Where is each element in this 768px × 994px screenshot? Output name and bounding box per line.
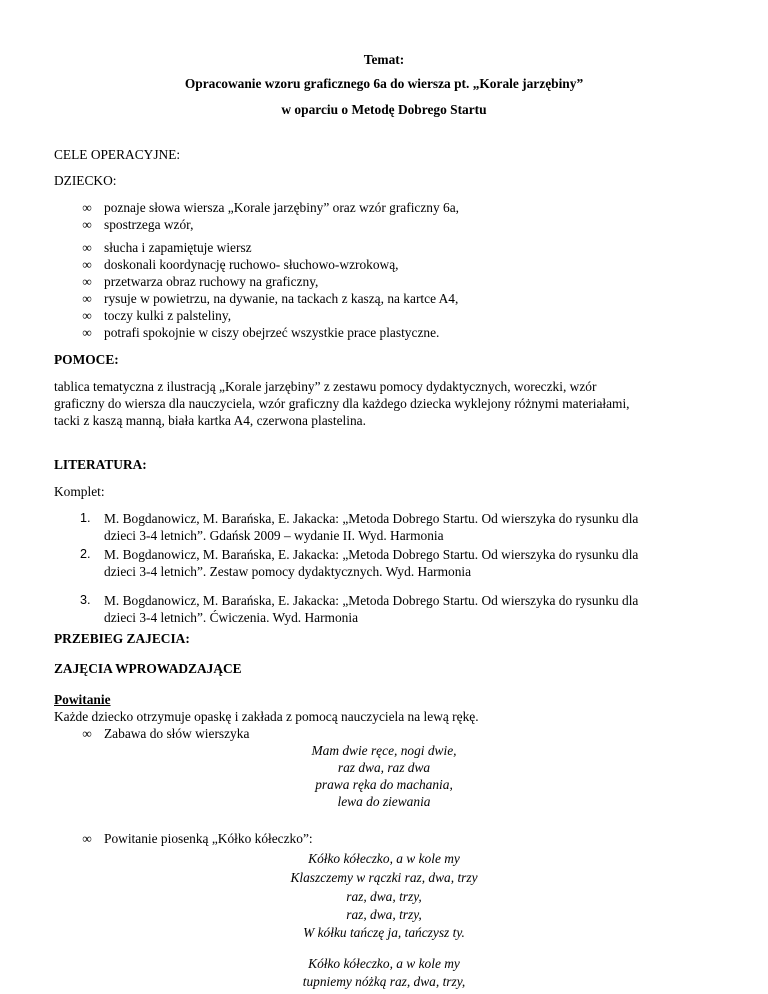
infinity-bullet-icon: ∞ <box>82 240 92 255</box>
literature-intro: Komplet: <box>54 484 105 499</box>
infinity-bullet-icon: ∞ <box>82 257 92 272</box>
aids-line: tacki z kaszą manną, biała kartka A4, czerwona plastelina. <box>54 413 366 428</box>
infinity-bullet-icon: ∞ <box>82 291 92 306</box>
goals-list-2 <box>0 239 768 341</box>
list-item: ∞ słucha i zapamiętuje wiersz <box>0 239 768 256</box>
course-heading: PRZEBIEG ZAJECIA: <box>54 631 190 646</box>
literature-item: 1. M. Bogdanowicz, M. Barańska, E. Jakacka: „Metoda Dobrego Startu. Od wierszyka do rysunku dla dzieci 3-4 letnich”. Gdańsk 2009 – wydanie II. Wyd. Harmonia <box>80 511 639 543</box>
list-item: ∞ potrafi spokojnie w ciszy obejrzeć wszystkie prace plastyczne. <box>0 324 768 341</box>
poem-line: raz dwa, raz dwa <box>337 760 431 775</box>
poem-line: lewa do ziewania <box>337 794 431 809</box>
poem-line: tupniemy nóżką raz, dwa, trzy, <box>302 974 466 989</box>
intro-activities-heading: ZAJĘCIA WPROWADZAJĄCE <box>54 661 242 676</box>
poem-line: prawa ręka do machania, <box>315 777 453 792</box>
greeting-heading: Powitanie <box>54 692 111 707</box>
literature-heading: LITERATURA: <box>54 457 147 472</box>
infinity-bullet-icon: ∞ <box>82 217 92 232</box>
child-heading: DZIECKO: <box>54 173 117 188</box>
infinity-bullet-icon: ∞ <box>82 274 92 289</box>
aids-line: graficzny do wiersza dla nauczyciela, wzór graficzny dla każdego dziecka wyklejony różnymi materiałami, <box>54 396 630 411</box>
list-item: ∞ Zabawa do słów wierszyka <box>0 725 768 742</box>
list-item: ∞ rysuje w powietrzu, na dywanie, na tackach z kaszą, na kartce A4, <box>0 290 768 307</box>
infinity-bullet-icon: ∞ <box>82 726 92 741</box>
topic-title: Opracowanie wzoru graficznego 6a do wiersza pt. „Korale jarzębiny” <box>184 76 584 91</box>
list-item: ∞ doskonali koordynację ruchowo- słuchowo-wzrokową, <box>0 256 768 273</box>
literature-item: 2. M. Bogdanowicz, M. Barańska, E. Jakacka: „Metoda Dobrego Startu. Od wierszyka do rysunku dla dzieci 3-4 letnich”. Zestaw pomocy dydaktycznych. Wyd. Harmonia <box>80 547 639 579</box>
list-item: ∞ przetwarza obraz ruchowy na graficzny, <box>0 273 768 290</box>
list-item: ∞ Powitanie piosenką „Kółko kółeczko”: <box>0 830 768 847</box>
list-item: ∞ spostrzega wzór, <box>0 216 768 233</box>
poem-line: Kółko kółeczko, a w kole my <box>308 851 460 866</box>
greeting-text: Każde dziecko otrzymuje opaskę i zakłada z pomocą nauczyciela na lewą rękę. <box>54 709 479 724</box>
poem-line: raz, dwa, trzy, <box>346 889 422 904</box>
goals-heading: CELE OPERACYJNE: <box>54 147 181 162</box>
infinity-bullet-icon: ∞ <box>82 831 92 846</box>
poem-line: raz, dwa, trzy, <box>346 907 422 922</box>
infinity-bullet-icon: ∞ <box>82 200 92 215</box>
topic-label: Temat: <box>363 52 405 67</box>
topic-subtitle: w oparciu o Metodę Dobrego Startu <box>281 102 487 117</box>
infinity-bullet-icon: ∞ <box>82 325 92 340</box>
infinity-bullet-icon: ∞ <box>82 308 92 323</box>
goals-list-1 <box>0 199 768 233</box>
aids-line: tablica tematyczna z ilustracją „Korale jarzębiny” z zestawu pomocy dydaktycznych, woreczki, wzór <box>54 379 597 394</box>
poem-line: Klaszczemy w rączki raz, dwa, trzy <box>290 870 478 885</box>
aids-heading: POMOCE: <box>54 352 119 367</box>
poem-line: Mam dwie ręce, nogi dwie, <box>311 743 457 758</box>
list-item: ∞ toczy kulki z palsteliny, <box>0 307 768 324</box>
list-item: ∞ poznaje słowa wiersza „Korale jarzębiny” oraz wzór graficzny 6a, <box>0 199 768 216</box>
poem-line: W kółku tańczę ja, tańczysz ty. <box>303 925 465 940</box>
literature-item: 3. M. Bogdanowicz, M. Barańska, E. Jakacka: „Metoda Dobrego Startu. Od wierszyka do rysunku dla dzieci 3-4 letnich”. Ćwiczenia. Wyd. Harmonia <box>80 593 639 625</box>
poem-line: Kółko kółeczko, a w kole my <box>308 956 460 971</box>
